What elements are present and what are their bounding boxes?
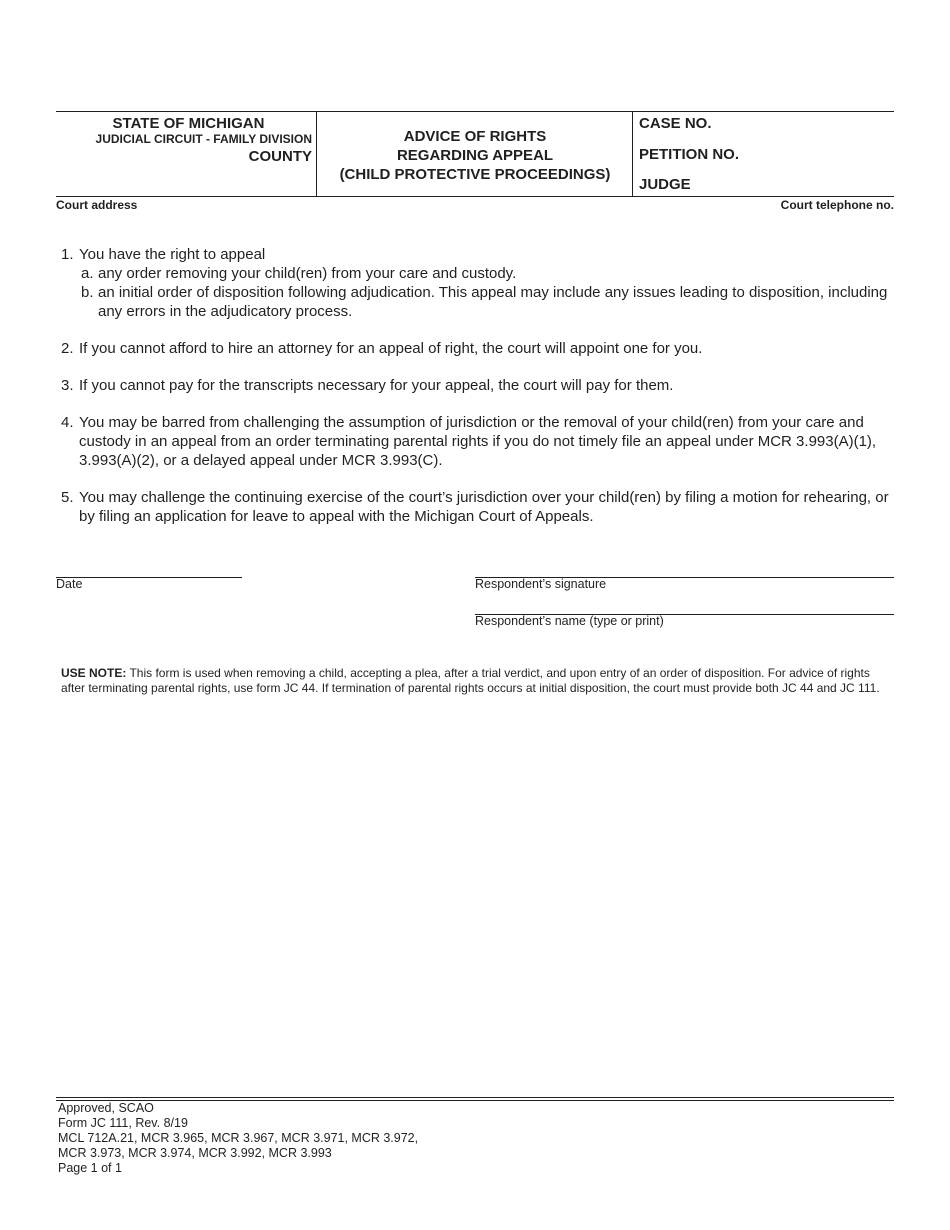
sub-item	[79, 283, 896, 321]
respondent-signature-label: Respondent’s signature	[475, 577, 607, 591]
sub-item-text: an initial order of disposition following adjudication. This appeal may include any issues leading to disposition, including any errors in the adjudicatory process.	[98, 284, 888, 320]
item-number: 2.	[61, 340, 74, 357]
form-title	[318, 127, 632, 184]
item-number: 3.	[61, 377, 74, 394]
item-number: 1.	[61, 246, 74, 263]
case-info-box	[634, 112, 894, 196]
form-title-box	[318, 112, 633, 196]
use-note-text: This form is used when removing a child, accepting a plea, after a trial verdict, and upon entry of an order of disposition. For advice of rights after terminating parental rights, use form JC 44. If termination of parental rights occurs at initial disposition, the court must provide both JC 44 and JC 111.	[61, 666, 880, 695]
form-header	[56, 111, 894, 197]
statute-references: MCL 712A.21, MCR 3.965, MCR 3.967, MCR 3.971, MCR 3.972,	[58, 1131, 419, 1145]
page-number: Page 1 of 1	[58, 1161, 122, 1175]
item-number: 5.	[61, 489, 74, 506]
form-footer	[58, 1101, 418, 1176]
court-address-label: Court address	[56, 198, 138, 212]
list-item	[56, 413, 896, 470]
date-line[interactable]	[56, 577, 242, 578]
title-line: (CHILD PROTECTIVE PROCEEDINGS)	[339, 166, 611, 183]
list-item	[56, 245, 896, 321]
sub-item-letter: b.	[81, 284, 94, 301]
item-text: You have the right to appeal	[79, 246, 266, 263]
form-number: Form JC 111, Rev. 8/19	[58, 1116, 188, 1130]
item-number: 4.	[61, 414, 74, 431]
circuit-label: JUDICIAL CIRCUIT - FAMILY DIVISION	[95, 132, 312, 146]
court-telephone-label: Court telephone no.	[780, 198, 894, 212]
title-line: REGARDING APPEAL	[396, 147, 554, 164]
title-line: ADVICE OF RIGHTS	[403, 128, 547, 145]
statute-references: MCR 3.973, MCR 3.974, MCR 3.992, MCR 3.993	[58, 1146, 332, 1160]
sub-item-letter: a.	[81, 265, 94, 282]
list-item	[56, 376, 896, 395]
rights-list	[56, 245, 896, 544]
court-identification	[56, 112, 317, 196]
case-number-field[interactable]: CASE NO.	[639, 115, 712, 132]
respondent-name-label: Respondent’s name (type or print)	[475, 614, 664, 628]
use-note-label: USE NOTE:	[61, 666, 127, 680]
state-name: STATE OF MICHIGAN	[112, 115, 265, 132]
item-text: You may challenge the continuing exercise of the court’s jurisdiction over your child(ren) by filing a motion for rehearing, or by filing an application for leave to appeal with the Michigan Court of Appeals.	[79, 489, 889, 525]
date-label: Date	[56, 577, 83, 591]
list-item	[56, 339, 896, 358]
item-text: You may be barred from challenging the assumption of jurisdiction or the removal of your child(ren) from your care and custody in an appeal from an order terminating parental rights if you do not timely file an appeal under MCR 3.993(A)(1), 3.993(A)(2), or a delayed appeal under MCR 3.993(C).	[79, 414, 877, 469]
approval-line: Approved, SCAO	[58, 1101, 154, 1115]
use-note	[61, 666, 897, 696]
sub-item	[79, 264, 896, 283]
judge-field[interactable]: JUDGE	[639, 176, 691, 193]
petition-number-field[interactable]: PETITION NO.	[639, 146, 740, 163]
county-label: COUNTY	[248, 148, 312, 165]
item-text: If you cannot pay for the transcripts necessary for your appeal, the court will pay for them.	[79, 377, 674, 394]
sub-item-text: any order removing your child(ren) from your care and custody.	[98, 265, 517, 282]
list-item	[56, 488, 896, 526]
item-text: If you cannot afford to hire an attorney for an appeal of right, the court will appoint one for you.	[79, 340, 703, 357]
